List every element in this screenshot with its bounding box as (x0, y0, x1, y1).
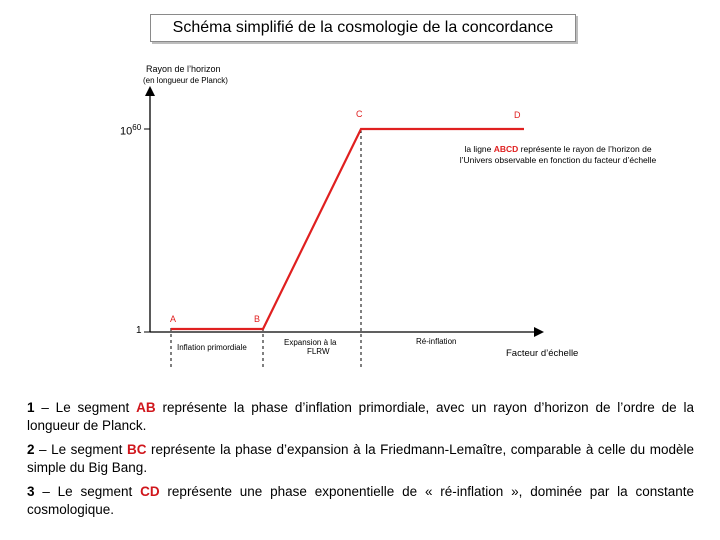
y-tick-high: $10^{60}$ (120, 123, 142, 138)
phase-expansion-label: Expansion à la FLRW (284, 338, 337, 356)
point-b-label: B (254, 314, 261, 324)
paragraph-cd: 3 – Le segment CD représente une phase exponentielle de « ré-inflation », dominée par la constante cosmologique. (27, 484, 695, 517)
y-axis-label: Rayon de l’horizon (146, 64, 221, 74)
paragraph-ab: 1 – Le segment AB représente la phase d’inflation primordiale, avec un rayon d’horizon de l’ordre de la longueur de Planck. (27, 400, 695, 433)
point-c-label: C (356, 109, 363, 119)
curve-note: la ligne ABCD représente le rayon de l’horizon de l’Univers observable en fonction du facteur d’échelle (459, 144, 657, 165)
y-axis-arrow-icon (145, 86, 155, 96)
phase-inflation-label: Inflation primordiale (177, 343, 247, 352)
point-a-label: A (170, 314, 177, 324)
x-axis-arrow-icon (534, 327, 544, 337)
diagram-title: Schéma simplifié de la cosmologie de la concordance (150, 14, 576, 42)
point-d-label: D (514, 110, 521, 120)
y-axis-sublabel: (en longueur de Planck) (143, 76, 228, 85)
phase-reinflation-label: Ré-inflation (416, 337, 457, 346)
y-tick-low: 1 (136, 325, 142, 336)
x-axis-label: Facteur d’échelle (506, 348, 579, 359)
paragraph-bc: 2 – Le segment BC représente la phase d’expansion à la Friedmann-Lemaître, comparable à celle du modèle simple du Big Bang. (27, 442, 695, 475)
